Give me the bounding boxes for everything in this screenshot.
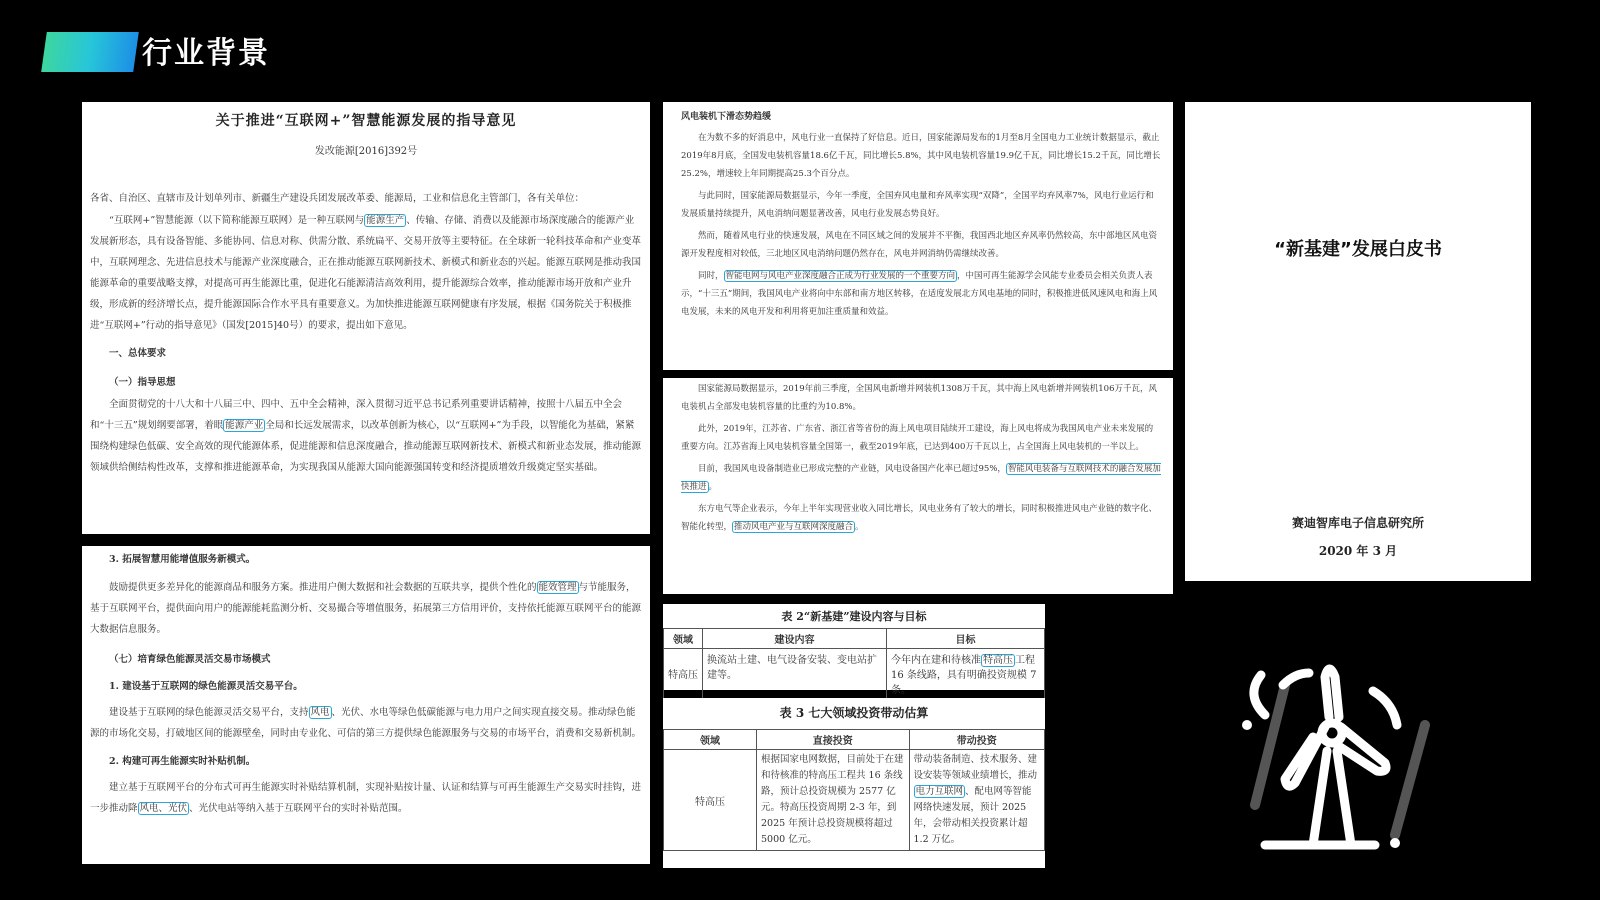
table-2 [663,628,1045,699]
table-row [664,750,1045,851]
policy-document-excerpt-2 [82,546,650,864]
table-header: 建设内容 [703,629,887,649]
table-cell: 带动装备制造、技术服务、建设安装等领域业绩增长，推动电力互联网 、配电网等智能网络快速发展，预计 2025 年，会带动相关投资累计超 1.2 万亿。 [909,750,1044,851]
paragraph: 同时， 智能电网与风电产业深度融合正成为行业发展的一个重要方向 ，中国可再生能源学会风能专业委员会相关负责人表示，“十三五”期间，我国风电产业将向中东部和南方地区转移，在适度发展北方风电基地的同时，积极推进低风速风电和海上风电发展，未来的风电开发和利用将更加注重质量和效益。 [681,271,1158,317]
section-heading: 一、总体要求 [109,348,167,359]
table-cell: 今年内在建和待核准 特高压 工程 16 条线路，具有明确投资规模 7 条。 [887,649,1045,699]
highlight: 推动风电产业与互联网深度融合 [734,522,854,532]
white-paper-organization: 赛迪智库电子信息研究所 [1291,516,1424,530]
wind-turbine-icon [1225,655,1445,870]
table-header: 领域 [664,629,703,649]
article-heading: 风电装机下滑态势趋缓 [681,112,772,122]
news-article-excerpt [663,102,1173,370]
table-row [664,649,1045,699]
subsection-heading: 1. 建设基于互联网的绿色能源灵活交易平台。 [109,681,303,692]
highlight: 风电、光伏 [139,803,188,814]
table-3-card [663,698,1045,868]
highlight: 能效管理 [538,582,577,593]
table-title: 表 2“新基建”建设内容与目标 [781,610,927,623]
table-cell: 换流站土建、电气设备安装、变电站扩建等。 [703,649,887,699]
white-paper-date: 2020 年 3 月 [1318,544,1398,558]
paragraph: 建设基于互联网的绿色能源灵活交易平台，支持 风电 、光伏、水电等绿色低碳能源与电力用户之间实现直接交易。推动绿色能源的市场化交易，打破地区间的能源壁垒，同时由专业化、可信的第三方提供绿色能源服务与交易的市场平台，消费和交易新机制。 [90,707,642,739]
table-header-row [664,629,1045,649]
paragraph: 全面贯彻党的十八大和十八届三中、四中、五中全会精神，深入贯彻习近平总书记系列重要讲话精神，按照十八届五中全会和“十三五”规划纲要部署，着眼 能源产业 全局和长远发展需求，以改革创新为核心，以“互联网+”为手段，以智能化为基础，紧紧围绕构建绿色低碳、安全高效的现代能源体系，促进能源和信息深度融合，推动能源互联网新技术、新模式和新业态发展，推动能源领域供给侧结构性改革，支撑和推进能源革命，为实现我国从能源大国向能源强国转变和经济提质增效升级奠定坚实基础。 [90,399,642,473]
document-title: 关于推进“互联网+”智慧能源发展的指导意见 [215,113,517,129]
paragraph: 然而，随着风电行业的快速发展，风电在不同区域之间的发展并不平衡，我国西北地区弃风率仍然较高，东中部地区风电资源开发程度相对较低，三北地区风电消纳问题仍然存在，风电并网消纳仍需继续改善。 [681,231,1158,259]
highlight: 能源产业 [225,420,264,431]
section-heading: （七）培育绿色能源灵活交易市场模式 [109,654,271,665]
policy-document-excerpt [82,102,650,534]
table-cell: 特高压 [664,649,703,699]
highlight: 智能电网与风电产业深度融合正成为行业发展的一个重要方向 [725,271,956,281]
highlight: 特高压 [983,655,1013,666]
table-header: 带动投资 [909,730,1044,750]
highlight: 智能风电装备与互联网技术的融合发展加快推进 [681,464,1161,492]
section-heading: 3. 拓展智慧用能增值服务新模式。 [109,554,256,565]
highlight: 能源生产 [366,215,405,226]
paragraph: 建立基于互联网平台的分布式可再生能源实时补贴结算机制，实现补贴按计量、认证和结算与可再生能源生产交易实时挂钩，进一步推动降 风电、光伏 、光伏电站等纳入基于互联网平台的实时补贴范围。 [90,782,642,814]
paragraph: 在为数不多的好消息中，风电行业一直保持了好信息。近日，国家能源局发布的1月至8月全国电力工业统计数据显示，截止2019年8月底，全国发电装机容量18.6亿千瓦，同比增长5.8%，其中风电装机容量19.9亿千瓦，同比增长15.2千瓦，同比增长25.2%，增速较上年同期提高25.3个百分点。 [681,133,1161,179]
white-paper-title: “新基建”发展白皮书 [1274,239,1442,260]
highlight: 风电 [310,707,330,718]
paragraph: 国家能源局数据显示，2019年前三季度，全国风电新增并网装机1308万千瓦，其中海上风电新增并网装机106万千瓦，风电装机占全部发电装机容量的比重约为10.8%。 [681,384,1157,412]
table-header: 目标 [887,629,1045,649]
highlight: 电力互联网 [915,786,964,797]
table-header: 领域 [664,730,757,750]
paragraph: 此外，2019年，江苏省、广东省、浙江省等省份的海上风电项目陆续开工建设，海上风电将成为我国风电产业未来发展的重要方向。江苏省海上风电装机容量全国第一，截至2019年底，已达到400万千瓦以上，占全国海上风电装机的一半以上。 [681,424,1154,452]
news-article-excerpt-2 [663,378,1173,594]
paragraph: 目前，我国风电设备制造业已形成完整的产业链，风电设备国产化率已超过95%， 智能风电装备与互联网技术的融合发展加快推进 。 [681,464,1161,492]
table-title: 表 3 七大领域投资带动估算 [779,706,929,720]
document-number: 发改能源[2016]392号 [314,146,418,157]
subsection-heading: 2. 构建可再生能源实时补贴机制。 [109,756,256,767]
page-title: 行业背景 [142,36,270,71]
title-accent-bar [41,32,139,72]
table-header-row [664,730,1045,750]
subsection-heading: （一）指导思想 [109,377,176,388]
table-2-card [663,604,1045,696]
table-cell: 根据国家电网数据，目前处于在建和待核准的特高压工程共 16 条线路，预计总投资规模为 2577 亿元。特高压投资周期 2-3 年，到 2025 年预计总投资规模将超过 5000 亿元。 [757,750,910,851]
salutation: 各省、自治区、直辖市及计划单列市、新疆生产建设兵团发展改革委、能源局，工业和信息化主管部门，各有关单位： [90,193,585,204]
paragraph: 鼓励提供更多差异化的能源商品和服务方案。推进用户侧大数据和社会数据的互联共享，提供个性化的 能效管理 与节能服务，基于互联网平台，提供面向用户的能源能耗监测分析、交易撮合等增值服务，拓展第三方信用评价，支持依托能源互联网平台的能源大数据信息服务。 [90,582,642,635]
table-header: 直接投资 [757,730,910,750]
paragraph: 与此同时，国家能源局数据显示，今年一季度，全国弃风电量和弃风率实现“双降”，全国平均弃风率7%，风电行业运行和发展质量持续提升，风电消纳问题显著改善，风电行业发展态势良好。 [681,191,1154,219]
paragraph: 东方电气等企业表示，今年上半年实现营业收入同比增长，风电业务有了较大的增长，同时积极推进风电产业链的数字化、智能化转型， 推动风电产业与互联网深度融合 。 [681,504,1158,532]
table-3 [663,729,1045,851]
white-paper-cover [1185,102,1531,581]
paragraph: “互联网+”智慧能源（以下简称能源互联网）是一种互联网与 能源生产 、传输、存储、消费以及能源市场深度融合的能源产业发展新形态，具有设备智能、多能协同、信息对称、供需分散、系统扁平、交易开放等主要特征。在全球新一轮科技革命和产业变革中，互联网理念、先进信息技术与能源产业深度融合，正在推动能源互联网新技术、新模式和新业态的兴起。能源互联网是推动我国能源革命的重要战略支撑，对提高可再生能源比重，促进化石能源清洁高效利用，提升能源综合效率，推动能源市场开放和产业升级，形成新的经济增长点，提升能源国际合作水平具有重要意义。为加快推进能源互联网健康有序发展，根据《国务院关于积极推进“互联网+”行动的指导意见》（国发[2015]40号）的要求，提出如下意见。 [90,215,642,331]
table-cell: 特高压 [664,750,757,851]
